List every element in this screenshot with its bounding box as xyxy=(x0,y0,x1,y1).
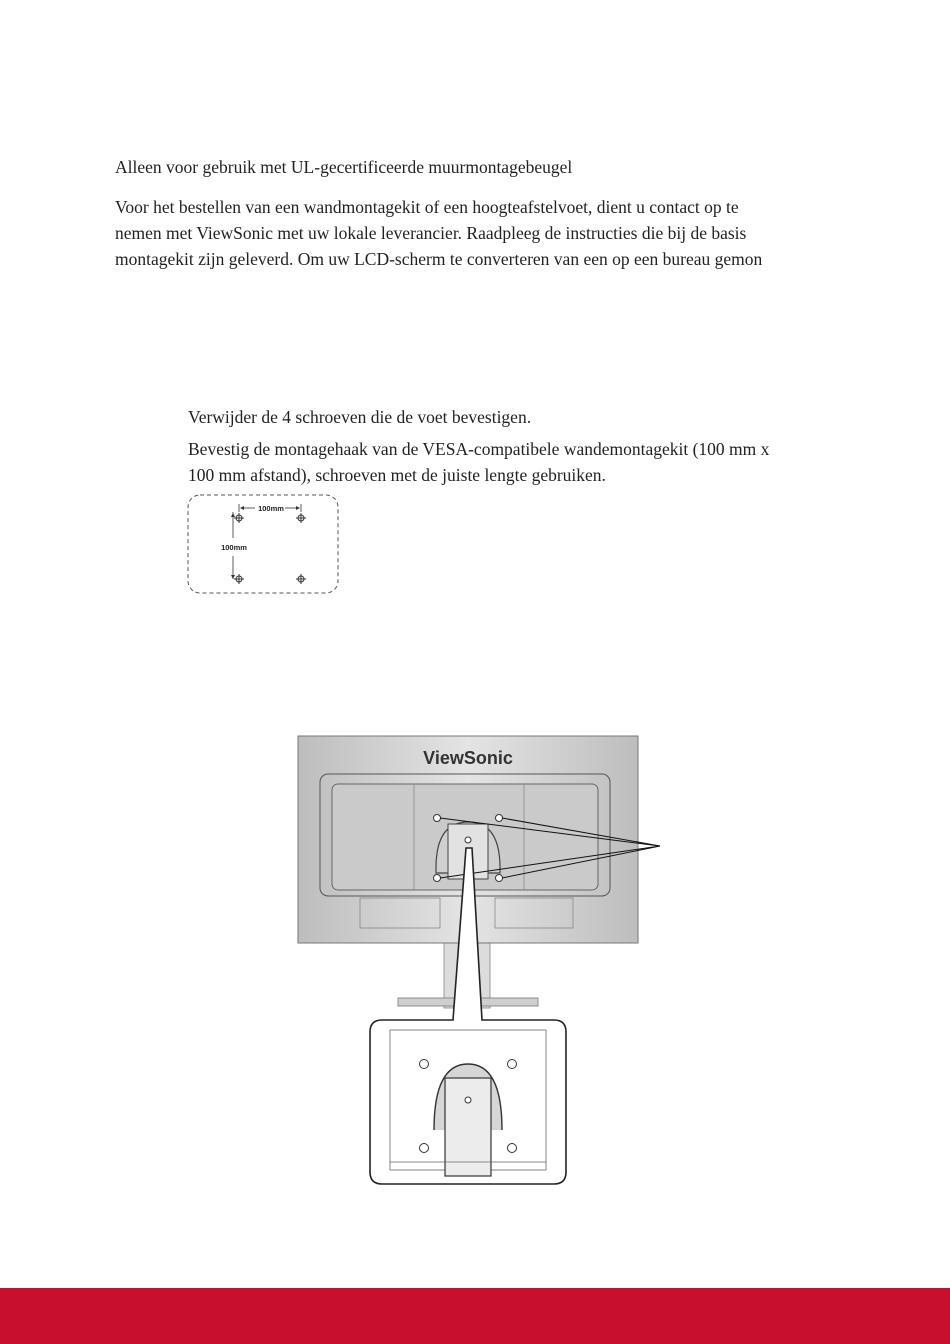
screw-icon xyxy=(465,837,471,843)
screw-icon xyxy=(420,1060,429,1069)
intro-line-1: Voor het bestellen van een wandmontagekit of een hoogteafstelvoet, dient u contact op te xyxy=(115,197,739,217)
screw-icon xyxy=(420,1144,429,1153)
intro-line-3: montagekit zijn geleverd. Om uw LCD-scherm te converteren van een op een bureau gemon xyxy=(115,249,763,269)
brand-logo: ViewSonic xyxy=(423,748,513,768)
step-attach-bracket xyxy=(188,436,769,488)
hole-bottom-right-icon xyxy=(296,574,306,584)
zoom-stand xyxy=(445,1078,491,1176)
horizontal-dimension-label: 100mm xyxy=(258,504,284,513)
hole-top-left-icon xyxy=(234,513,244,523)
monitor-back-illustration xyxy=(290,728,675,1188)
wall-mount-note: Alleen voor gebruik met UL-gecertificeerde muurmontagebeugel xyxy=(115,157,573,177)
screw-icon xyxy=(496,815,503,822)
vertical-dimension-label: 100mm xyxy=(221,543,247,552)
screw-icon xyxy=(434,815,441,822)
intro-line-2: nemen met ViewSonic met uw lokale leverancier. Raadpleeg de instructies die bij de basis xyxy=(115,223,747,243)
hole-top-right-icon xyxy=(296,513,306,523)
step-remove-screws: Verwijder de 4 schroeven die de voet bevestigen. xyxy=(188,407,532,427)
screw-icon xyxy=(496,875,503,882)
step-attach-line-2: 100 mm afstand), schroeven met de juiste lengte gebruiken. xyxy=(188,465,606,485)
instruction-steps xyxy=(188,404,769,494)
vesa-hole-diagram xyxy=(187,494,339,594)
hole-bottom-left-icon xyxy=(234,574,244,584)
footer-bar xyxy=(0,1288,950,1344)
screw-icon xyxy=(508,1144,517,1153)
screw-icon xyxy=(434,875,441,882)
step-attach-line-1: Bevestig de montagehaak van de VESA-compatibele wandemontagekit (100 mm x xyxy=(188,439,770,459)
intro-paragraph xyxy=(115,194,762,272)
screw-icon xyxy=(465,1097,471,1103)
dimension-lines xyxy=(233,504,301,579)
screw-icon xyxy=(508,1060,517,1069)
